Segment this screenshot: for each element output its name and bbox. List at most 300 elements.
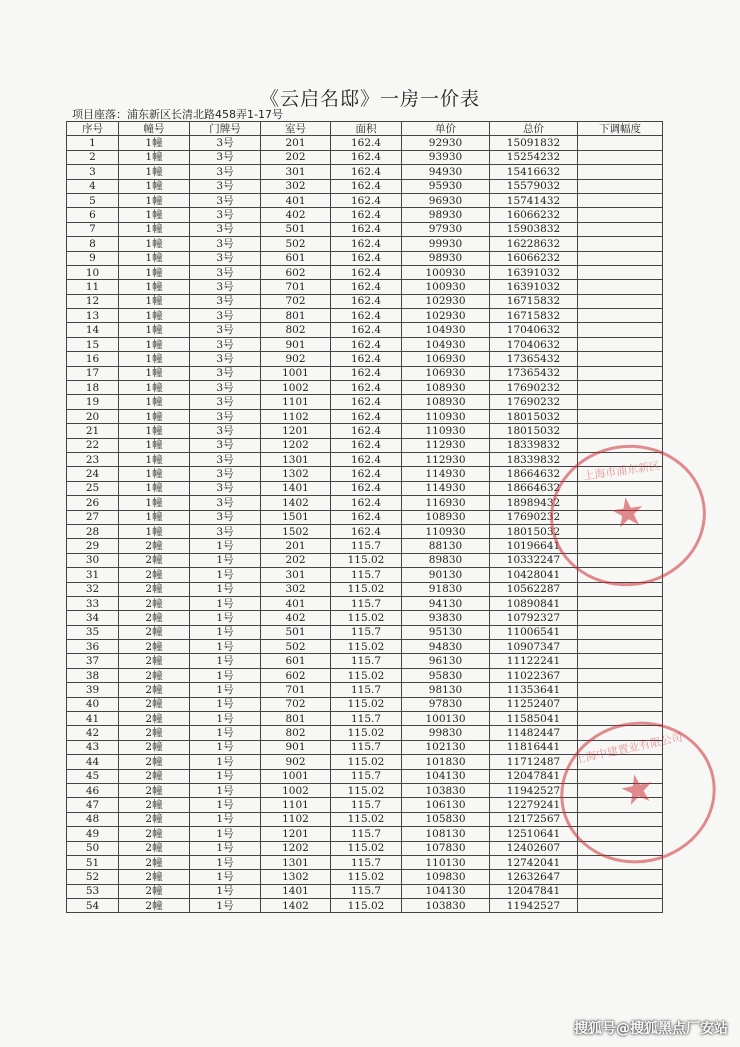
table-cell <box>578 798 663 812</box>
table-cell: 1幢 <box>119 294 190 308</box>
table-cell <box>578 712 663 726</box>
table-cell: 1幢 <box>119 179 190 193</box>
table-cell: 3号 <box>190 424 261 438</box>
table-cell: 106930 <box>402 366 490 380</box>
table-cell: 108930 <box>402 510 490 524</box>
table-cell: 601 <box>261 654 331 668</box>
table-cell <box>578 855 663 869</box>
table-cell: 1002 <box>261 783 331 797</box>
table-cell: 10428041 <box>490 568 578 582</box>
table-cell: 15254232 <box>490 150 578 164</box>
table-cell: 115.7 <box>331 683 402 697</box>
table-cell: 2幢 <box>119 726 190 740</box>
table-cell: 2幢 <box>119 568 190 582</box>
table-cell: 1号 <box>190 812 261 826</box>
table-cell: 11122241 <box>490 654 578 668</box>
column-header: 门牌号 <box>190 122 261 136</box>
table-cell: 18664632 <box>490 467 578 481</box>
table-cell: 1幢 <box>119 165 190 179</box>
table-row <box>67 625 663 639</box>
table-row <box>67 222 663 236</box>
table-cell <box>578 337 663 351</box>
table-cell: 11482447 <box>490 726 578 740</box>
table-cell: 10907347 <box>490 640 578 654</box>
table-cell: 2幢 <box>119 640 190 654</box>
table-cell: 2幢 <box>119 596 190 610</box>
table-cell: 501 <box>261 222 331 236</box>
table-cell: 162.4 <box>331 165 402 179</box>
table-cell: 301 <box>261 568 331 582</box>
table-cell: 1501 <box>261 510 331 524</box>
table-cell: 92930 <box>402 136 490 150</box>
table-cell: 102130 <box>402 740 490 754</box>
table-row <box>67 654 663 668</box>
column-header: 面积 <box>331 122 402 136</box>
table-cell <box>578 697 663 711</box>
table-cell <box>578 352 663 366</box>
table-cell: 10792327 <box>490 611 578 625</box>
table-cell: 11353641 <box>490 683 578 697</box>
table-cell: 3号 <box>190 481 261 495</box>
table-cell: 41 <box>67 712 119 726</box>
table-cell: 37 <box>67 654 119 668</box>
table-cell <box>578 222 663 236</box>
table-cell: 402 <box>261 611 331 625</box>
table-cell: 17690232 <box>490 395 578 409</box>
table-cell: 802 <box>261 323 331 337</box>
table-cell <box>578 309 663 323</box>
table-cell: 95130 <box>402 625 490 639</box>
table-cell: 162.4 <box>331 193 402 207</box>
table-cell: 17040632 <box>490 323 578 337</box>
table-cell: 2幢 <box>119 668 190 682</box>
table-cell: 3号 <box>190 352 261 366</box>
table-cell: 16066232 <box>490 208 578 222</box>
table-cell: 17365432 <box>490 366 578 380</box>
table-cell <box>578 179 663 193</box>
table-cell: 46 <box>67 783 119 797</box>
table-cell: 201 <box>261 136 331 150</box>
table-cell: 401 <box>261 193 331 207</box>
table-cell: 114930 <box>402 481 490 495</box>
table-cell: 14 <box>67 323 119 337</box>
table-cell: 100930 <box>402 280 490 294</box>
table-cell: 103830 <box>402 783 490 797</box>
table-row <box>67 337 663 351</box>
table-cell: 98930 <box>402 251 490 265</box>
table-cell <box>578 452 663 466</box>
table-cell: 1号 <box>190 769 261 783</box>
star-icon: ★ <box>606 487 649 539</box>
table-cell: 34 <box>67 611 119 625</box>
table-cell: 17690232 <box>490 510 578 524</box>
table-row <box>67 409 663 423</box>
table-cell: 11585041 <box>490 712 578 726</box>
table-cell: 10890841 <box>490 596 578 610</box>
table-cell: 3号 <box>190 409 261 423</box>
table-cell: 1301 <box>261 855 331 869</box>
table-cell: 12279241 <box>490 798 578 812</box>
table-row <box>67 798 663 812</box>
table-cell <box>578 611 663 625</box>
table-cell: 3号 <box>190 193 261 207</box>
table-cell: 1幢 <box>119 280 190 294</box>
table-cell: 1号 <box>190 783 261 797</box>
table-cell: 162.4 <box>331 337 402 351</box>
table-cell: 601 <box>261 251 331 265</box>
table-cell: 48 <box>67 812 119 826</box>
table-cell: 201 <box>261 539 331 553</box>
table-cell: 98130 <box>402 683 490 697</box>
table-cell: 28 <box>67 524 119 538</box>
table-cell: 2幢 <box>119 769 190 783</box>
table-row <box>67 366 663 380</box>
table-cell: 47 <box>67 798 119 812</box>
table-cell <box>578 683 663 697</box>
table-cell: 15 <box>67 337 119 351</box>
table-row <box>67 193 663 207</box>
table-cell: 3号 <box>190 208 261 222</box>
table-row <box>67 165 663 179</box>
table-cell: 8 <box>67 237 119 251</box>
table-row <box>67 323 663 337</box>
table-row <box>67 424 663 438</box>
table-cell: 110930 <box>402 524 490 538</box>
table-cell: 3号 <box>190 294 261 308</box>
table-cell: 1幢 <box>119 366 190 380</box>
table-cell: 43 <box>67 740 119 754</box>
table-row <box>67 136 663 150</box>
table-cell: 1002 <box>261 381 331 395</box>
table-cell: 1201 <box>261 827 331 841</box>
table-row <box>67 769 663 783</box>
table-cell: 1幢 <box>119 193 190 207</box>
table-cell: 162.4 <box>331 309 402 323</box>
table-cell: 3号 <box>190 452 261 466</box>
table-cell: 162.4 <box>331 280 402 294</box>
table-cell: 2幢 <box>119 827 190 841</box>
table-cell: 17690232 <box>490 381 578 395</box>
table-cell: 801 <box>261 712 331 726</box>
table-cell: 1号 <box>190 841 261 855</box>
table-cell: 1幢 <box>119 265 190 279</box>
table-cell: 162.4 <box>331 424 402 438</box>
table-cell: 18339832 <box>490 438 578 452</box>
table-cell: 40 <box>67 697 119 711</box>
table-cell: 1202 <box>261 438 331 452</box>
table-cell: 1001 <box>261 769 331 783</box>
table-cell: 11712487 <box>490 755 578 769</box>
table-cell: 10562287 <box>490 582 578 596</box>
table-cell: 302 <box>261 582 331 596</box>
table-cell: 115.7 <box>331 596 402 610</box>
table-row <box>67 553 663 567</box>
seal-text: 上海中建置业有限公司 <box>573 730 684 767</box>
table-cell: 18015032 <box>490 524 578 538</box>
table-cell: 12632647 <box>490 870 578 884</box>
table-row <box>67 150 663 164</box>
table-cell: 25 <box>67 481 119 495</box>
table-cell: 51 <box>67 855 119 869</box>
table-cell: 18 <box>67 381 119 395</box>
table-cell <box>578 395 663 409</box>
table-cell: 115.02 <box>331 899 402 913</box>
table-row <box>67 870 663 884</box>
table-cell: 3号 <box>190 165 261 179</box>
table-cell <box>578 539 663 553</box>
table-cell: 1302 <box>261 870 331 884</box>
table-cell: 901 <box>261 740 331 754</box>
column-header: 下调幅度 <box>578 122 663 136</box>
table-cell: 10 <box>67 265 119 279</box>
table-cell <box>578 582 663 596</box>
table-cell: 1402 <box>261 899 331 913</box>
table-row <box>67 352 663 366</box>
table-cell: 701 <box>261 683 331 697</box>
table-row <box>67 452 663 466</box>
table-row <box>67 237 663 251</box>
table-cell: 2幢 <box>119 884 190 898</box>
table-cell: 115.02 <box>331 755 402 769</box>
table-cell: 54 <box>67 899 119 913</box>
table-cell: 5 <box>67 193 119 207</box>
star-icon: ★ <box>615 763 660 817</box>
table-cell: 162.4 <box>331 381 402 395</box>
table-cell: 115.7 <box>331 827 402 841</box>
table-cell: 97830 <box>402 697 490 711</box>
table-cell: 1号 <box>190 582 261 596</box>
table-cell <box>578 668 663 682</box>
table-row <box>67 481 663 495</box>
table-cell: 115.02 <box>331 640 402 654</box>
table-cell: 115.02 <box>331 697 402 711</box>
table-cell <box>578 150 663 164</box>
table-cell: 94830 <box>402 640 490 654</box>
table-cell: 1202 <box>261 841 331 855</box>
table-cell: 94930 <box>402 165 490 179</box>
table-row <box>67 884 663 898</box>
table-cell: 301 <box>261 165 331 179</box>
column-header: 室号 <box>261 122 331 136</box>
table-cell: 11022367 <box>490 668 578 682</box>
table-cell: 110130 <box>402 855 490 869</box>
table-cell: 3号 <box>190 337 261 351</box>
table-cell: 1号 <box>190 712 261 726</box>
table-cell: 162.4 <box>331 438 402 452</box>
table-cell: 1幢 <box>119 395 190 409</box>
table-cell: 15741432 <box>490 193 578 207</box>
table-cell: 162.4 <box>331 323 402 337</box>
table-cell: 402 <box>261 208 331 222</box>
table-cell: 10332247 <box>490 553 578 567</box>
table-cell: 12742041 <box>490 855 578 869</box>
table-cell: 1号 <box>190 683 261 697</box>
table-cell: 89830 <box>402 553 490 567</box>
table-cell: 115.02 <box>331 582 402 596</box>
table-cell: 1幢 <box>119 481 190 495</box>
table-cell: 115.7 <box>331 712 402 726</box>
table-cell: 801 <box>261 309 331 323</box>
table-cell: 901 <box>261 337 331 351</box>
table-cell: 50 <box>67 841 119 855</box>
table-cell <box>578 265 663 279</box>
table-cell <box>578 553 663 567</box>
table-cell: 1幢 <box>119 381 190 395</box>
table-cell: 3号 <box>190 265 261 279</box>
table-cell: 162.4 <box>331 481 402 495</box>
table-cell: 2幢 <box>119 654 190 668</box>
table-cell: 3号 <box>190 309 261 323</box>
project-location: 项目座落：浦东新区长清北路458弄1-17号 <box>72 108 283 121</box>
table-cell: 115.02 <box>331 726 402 740</box>
table-cell: 2幢 <box>119 712 190 726</box>
table-cell: 11942527 <box>490 899 578 913</box>
table-cell: 18989432 <box>490 496 578 510</box>
table-cell: 99830 <box>402 726 490 740</box>
table-cell: 1号 <box>190 798 261 812</box>
table-cell: 16715832 <box>490 294 578 308</box>
table-cell: 104130 <box>402 769 490 783</box>
table-cell: 36 <box>67 640 119 654</box>
table-cell: 16228632 <box>490 237 578 251</box>
table-cell: 91830 <box>402 582 490 596</box>
table-cell: 100930 <box>402 265 490 279</box>
table-cell: 1号 <box>190 870 261 884</box>
table-row <box>67 280 663 294</box>
table-cell: 1101 <box>261 395 331 409</box>
column-header: 单价 <box>402 122 490 136</box>
table-cell: 1号 <box>190 611 261 625</box>
table-cell: 3号 <box>190 251 261 265</box>
table-cell: 162.4 <box>331 294 402 308</box>
table-cell: 162.4 <box>331 496 402 510</box>
table-cell: 302 <box>261 179 331 193</box>
table-cell: 162.4 <box>331 265 402 279</box>
table-cell <box>578 884 663 898</box>
table-cell: 109830 <box>402 870 490 884</box>
table-row <box>67 568 663 582</box>
table-cell: 162.4 <box>331 510 402 524</box>
table-cell: 12047841 <box>490 884 578 898</box>
table-cell: 96930 <box>402 193 490 207</box>
table-cell: 115.7 <box>331 884 402 898</box>
table-cell: 2 <box>67 150 119 164</box>
table-cell: 12402607 <box>490 841 578 855</box>
table-cell: 1幢 <box>119 467 190 481</box>
table-cell: 2幢 <box>119 755 190 769</box>
table-cell <box>578 812 663 826</box>
table-cell: 115.7 <box>331 539 402 553</box>
table-cell: 18015032 <box>490 409 578 423</box>
table-cell: 90130 <box>402 568 490 582</box>
table-cell: 18339832 <box>490 452 578 466</box>
table-cell: 1号 <box>190 827 261 841</box>
table-cell: 3号 <box>190 136 261 150</box>
table-cell: 45 <box>67 769 119 783</box>
table-cell <box>578 640 663 654</box>
table-header-row <box>67 122 663 136</box>
table-row <box>67 611 663 625</box>
table-cell: 162.4 <box>331 251 402 265</box>
table-cell <box>578 841 663 855</box>
table-cell: 35 <box>67 625 119 639</box>
table-cell: 1号 <box>190 640 261 654</box>
table-cell <box>578 323 663 337</box>
table-cell: 1401 <box>261 481 331 495</box>
table-cell: 1幢 <box>119 409 190 423</box>
table-cell: 95830 <box>402 668 490 682</box>
table-cell <box>578 481 663 495</box>
table-cell: 162.4 <box>331 452 402 466</box>
table-cell <box>578 755 663 769</box>
table-row <box>67 683 663 697</box>
table-row <box>67 539 663 553</box>
table-cell: 502 <box>261 640 331 654</box>
table-cell: 12 <box>67 294 119 308</box>
table-cell: 105830 <box>402 812 490 826</box>
table-cell: 1幢 <box>119 424 190 438</box>
table-cell <box>578 726 663 740</box>
table-cell: 108930 <box>402 395 490 409</box>
table-row <box>67 783 663 797</box>
column-header: 总价 <box>490 122 578 136</box>
table-cell: 9 <box>67 251 119 265</box>
table-row <box>67 899 663 913</box>
table-cell: 32 <box>67 582 119 596</box>
column-header: 序号 <box>67 122 119 136</box>
table-cell: 53 <box>67 884 119 898</box>
table-cell: 1幢 <box>119 438 190 452</box>
table-cell: 1幢 <box>119 237 190 251</box>
table-cell: 1102 <box>261 409 331 423</box>
table-cell: 16391032 <box>490 265 578 279</box>
table-cell: 1号 <box>190 668 261 682</box>
table-cell: 2幢 <box>119 539 190 553</box>
table-row <box>67 812 663 826</box>
table-cell: 110930 <box>402 424 490 438</box>
table-cell: 1幢 <box>119 337 190 351</box>
table-cell <box>578 251 663 265</box>
table-cell: 1号 <box>190 884 261 898</box>
table-cell: 49 <box>67 827 119 841</box>
table-cell: 162.4 <box>331 524 402 538</box>
table-cell <box>578 625 663 639</box>
table-cell: 2幢 <box>119 625 190 639</box>
table-cell: 1号 <box>190 654 261 668</box>
table-cell: 115.02 <box>331 668 402 682</box>
table-cell: 21 <box>67 424 119 438</box>
table-cell: 114930 <box>402 467 490 481</box>
table-cell: 11942527 <box>490 783 578 797</box>
table-cell: 162.4 <box>331 150 402 164</box>
table-cell: 3 <box>67 165 119 179</box>
table-cell: 162.4 <box>331 237 402 251</box>
table-cell: 17 <box>67 366 119 380</box>
table-cell: 94130 <box>402 596 490 610</box>
table-cell: 1 <box>67 136 119 150</box>
table-cell: 3号 <box>190 524 261 538</box>
table-cell: 93830 <box>402 611 490 625</box>
table-cell: 702 <box>261 697 331 711</box>
table-row <box>67 467 663 481</box>
table-cell: 18015032 <box>490 424 578 438</box>
table-cell: 39 <box>67 683 119 697</box>
table-row <box>67 640 663 654</box>
table-cell: 2幢 <box>119 683 190 697</box>
table-cell: 16715832 <box>490 309 578 323</box>
table-cell: 11816441 <box>490 740 578 754</box>
table-cell: 902 <box>261 352 331 366</box>
